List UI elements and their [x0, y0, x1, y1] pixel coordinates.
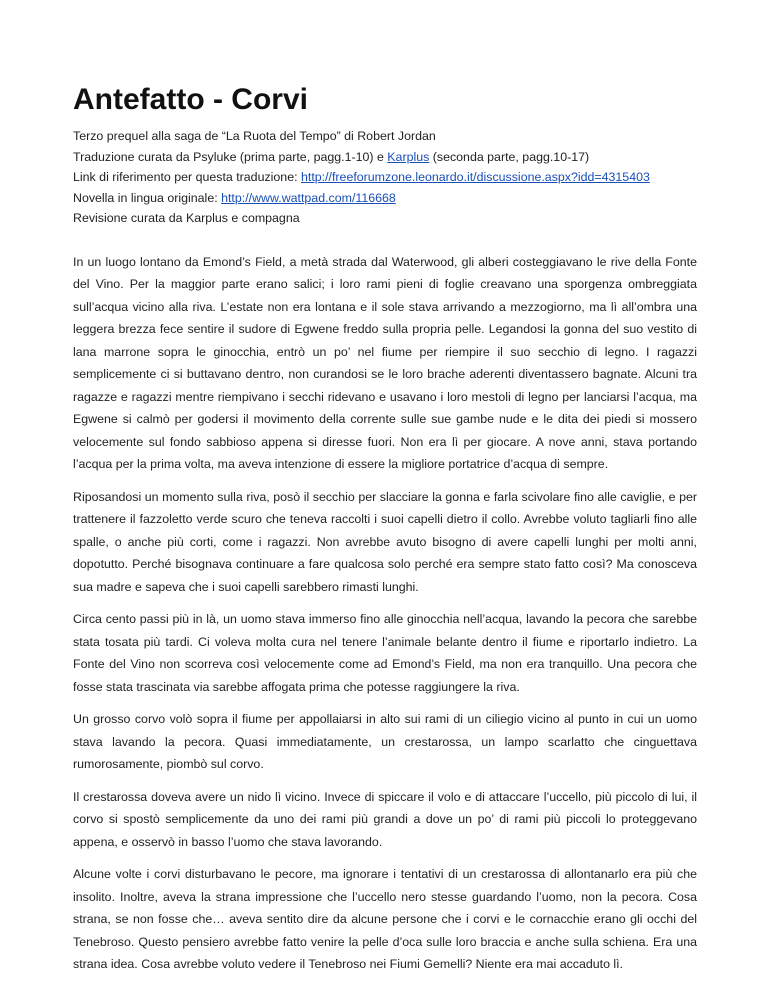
paragraph: Un grosso corvo volò sopra il fiume per appollaiarsi in alto sui rami di un ciliegio vicino al punto in cui un uomo stava lavando la pecora. Quasi immediatamente, un crestarossa, un lampo scarlatto che cinguettava rumorosamente, piombò sul corvo.: [73, 712, 697, 772]
meta-revision-line: Revisione curata da Karplus e compagna: [73, 211, 300, 226]
paragraph: Circa cento passi più in là, un uomo stava immerso fino alle ginocchia nell’acqua, lavando la pecora che sarebbe stata tosata più tardi. Ci voleva molta cura nel tenere l’animale belante dentro il fiume e riportarlo indietro. La Fonte del Vino non scorreva così velocemente come ad Emond’s Field, ma non era tranquillo. Una pecora che fosse stata trascinata via sarebbe affogata prima che potesse raggiungere la riva.: [73, 612, 697, 694]
meta-translation-line: [73, 147, 697, 168]
paragraph: Il crestarossa doveva avere un nido lì vicino. Invece di spiccare il volo e di attaccare l’uccello, più piccolo di lui, il corvo si spostò semplicemente da uno dei rami più grandi a dove un po’ di rami più piccoli lo proteggevano appena, e osservò in basso l’uomo che stava lavorando.: [73, 789, 697, 849]
document-page: [73, 82, 697, 986]
paragraph: In un luogo lontano da Emond’s Field, a metà strada dal Waterwood, gli alberi costeggiavano le rive della Fonte del Vino. Per la maggior parte erano salici; i loro rami pieni di foglie creavano una sporgenza ombreggiata sull’acqua vicino alla riva. L’estate non era lontana e il sole stava arrivando a mezzogiorno, ma lì all’ombra una leggera brezza fece sentire il sudore di Egwene freddo sulla propria pelle. Legandosi la gonna del suo vestito di lana marrone sopra le ginocchia, entrò un po’ nel fiume per riempire il suo secchio di legno. I ragazzi semplicemente ci si buttavano dentro, non curandosi se le loro brache aderenti diventassero bagnate. Alcuni tra ragazze e ragazzi mentre riempivano i secchi ridevano e usavano i loro mestoli di legno per lanciarsi l’acqua, ma Egwene si calmò per godersi il movimento della corrente sulle sue gambe nude e le dita dei piedi si mossero velocemente sul fondo sabbioso appena si diresse fuori. Non era lì per giocare. A nove anni, stava portando l’acqua per la prima volta, ma aveva intenzione di essere la migliore portatrice d’acqua di sempre.: [73, 254, 697, 472]
document-body: [73, 251, 697, 976]
original-novel-link[interactable]: http://www.wattpad.com/116668: [221, 190, 396, 205]
meta-original-label: Novella in lingua originale:: [73, 190, 222, 205]
paragraph: Alcune volte i corvi disturbavano le pecore, ma ignorare i tentativi di un crestarossa di allontanarlo era più che insolito. Inoltre, aveva la strana impressione che l’uccello nero stesse guardando l’uomo, non la pecora. Cosa strana, se non fosse che… aveva sentito dire da alcune persone che i corvi e le cornacchie erano gli occhi del Tenebroso. Questo pensiero avrebbe fatto venire la pelle d’oca sulle loro braccia e anche sulla schiena. Era una strana idea. Cosa avrebbe voluto vedere il Tenebroso nei Fiumi Gemelli? Niente era mai accaduto lì.: [73, 867, 697, 972]
meta-translation-text-a: Traduzione curata da Psyluke (prima parte, pagg.1-10) e: [73, 149, 388, 164]
meta-original-line: [73, 188, 697, 209]
paragraph: Riposandosi un momento sulla riva, posò il secchio per slacciare la gonna e farla scivolare fino alle caviglie, e per trattenere il fazzoletto verde scuro che teneva raccolti i suoi capelli dietro il collo. Avrebbe voluto tagliarli fino alle spalle, o anche più corti, come i ragazzi. Non avrebbe avuto bisogno di avere capelli lunghi per molti anni, dopotutto. Perché bisognava continuare a fare qualcosa solo perché era sempre stato fatto così? Ma conosceva sua madre e sapeva che i suoi capelli sarebbero rimasti lunghi.: [73, 489, 697, 594]
document-title: Antefatto - Corvi: [73, 83, 308, 116]
karplus-link[interactable]: Karplus: [387, 149, 430, 164]
meta-translation-text-b: (seconda parte, pagg.10-17): [429, 149, 590, 164]
meta-reference-line: [73, 167, 697, 188]
meta-reference-label: Link di riferimento per questa traduzione:: [73, 170, 301, 185]
reference-link[interactable]: http://freeforumzone.leonardo.it/discussione.aspx?idd=4315403: [300, 170, 650, 185]
meta-prequel-line: Terzo prequel alla saga de “La Ruota del Tempo” di Robert Jordan: [73, 129, 436, 143]
document-meta: [73, 126, 697, 229]
